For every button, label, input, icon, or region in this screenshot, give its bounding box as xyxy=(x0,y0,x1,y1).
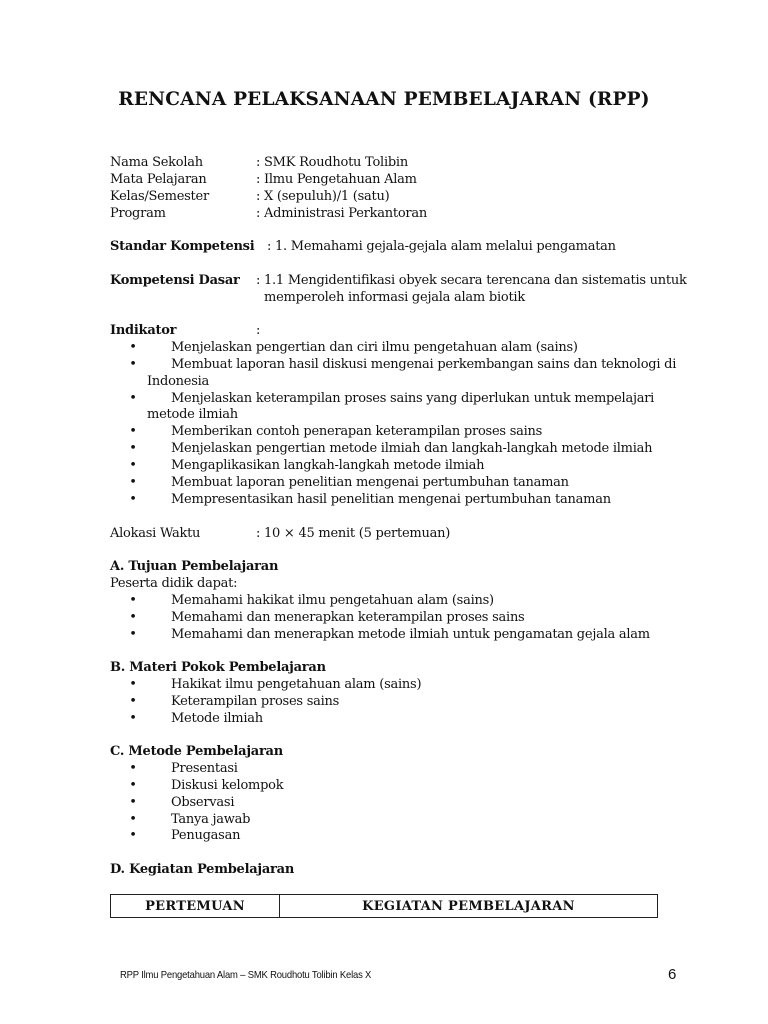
kegiatan-table xyxy=(110,894,658,918)
metode-item-5: Penugasan xyxy=(171,828,241,843)
value-kompetensi-dasar-cont: memperoleh informasi gejala alam biotik xyxy=(264,290,525,305)
heading-tujuan: A. Tujuan Pembelajaran xyxy=(110,559,279,574)
metode-item-4: Tanya jawab xyxy=(171,812,251,827)
bullet: • xyxy=(129,492,137,507)
bullet: • xyxy=(129,357,137,372)
metode-item-2: Diskusi kelompok xyxy=(171,778,284,793)
materi-item-3: Metode ilmiah xyxy=(171,711,263,726)
bullet: • xyxy=(129,593,137,608)
bullet: • xyxy=(129,812,137,827)
page-number: 6 xyxy=(668,966,677,983)
table-header-row xyxy=(111,895,658,918)
tujuan-intro: Peserta didik dapat: xyxy=(110,576,238,591)
indikator-item-8: Mempresentasikan hasil penelitian mengenai pertumbuhan tanaman xyxy=(171,492,611,507)
bullet: • xyxy=(129,424,137,439)
bullet: • xyxy=(129,610,137,625)
bullet: • xyxy=(129,761,137,776)
indikator-item-3: Menjelaskan keterampilan proses sains yang diperlukan untuk mempelajari xyxy=(171,391,655,406)
label-nama-sekolah: Nama Sekolah xyxy=(110,155,203,170)
table-header-kegiatan: KEGIATAN PEMBELAJARAN xyxy=(280,895,658,918)
bullet: • xyxy=(129,778,137,793)
indikator-colon: : xyxy=(256,323,261,338)
bullet: • xyxy=(129,677,137,692)
page-footer: RPP Ilmu Pengetahuan Alam – SMK Roudhotu Tolibin Kelas X xyxy=(120,969,372,981)
indikator-item-2: Membuat laporan hasil diskusi mengenai perkembangan sains dan teknologi di xyxy=(171,357,677,372)
bullet: • xyxy=(129,458,137,473)
label-program: Program xyxy=(110,206,166,221)
indikator-item-7: Membuat laporan penelitian mengenai pertumbuhan tanaman xyxy=(171,475,569,490)
indikator-item-4: Memberikan contoh penerapan keterampilan proses sains xyxy=(171,424,543,439)
bullet: • xyxy=(129,627,137,642)
value-alokasi-waktu: : 10 × 45 menit (5 pertemuan) xyxy=(256,526,451,541)
value-nama-sekolah: : SMK Roudhotu Tolibin xyxy=(256,155,408,170)
indikator-item-6: Mengaplikasikan langkah-langkah metode ilmiah xyxy=(171,458,485,473)
value-standar-kompetensi: : 1. Memahami gejala-gejala alam melalui pengamatan xyxy=(267,239,616,254)
materi-item-1: Hakikat ilmu pengetahuan alam (sains) xyxy=(171,677,422,692)
table-header-pertemuan: PERTEMUAN xyxy=(111,895,280,918)
value-program: : Administrasi Perkantoran xyxy=(256,206,428,221)
bullet: • xyxy=(129,475,137,490)
materi-item-2: Keterampilan proses sains xyxy=(171,694,340,709)
document-title: RENCANA PELAKSANAAN PEMBELAJARAN (RPP) xyxy=(118,89,650,110)
bullet: • xyxy=(129,694,137,709)
bullet: • xyxy=(129,391,137,406)
label-mata-pelajaran: Mata Pelajaran xyxy=(110,172,207,187)
metode-item-3: Observasi xyxy=(171,795,235,810)
bullet: • xyxy=(129,828,137,843)
tujuan-item-3: Memahami dan menerapkan metode ilmiah untuk pengamatan gejala alam xyxy=(171,627,650,642)
label-alokasi-waktu: Alokasi Waktu xyxy=(110,526,201,541)
value-kompetensi-dasar: : 1.1 Mengidentifikasi obyek secara terencana dan sistematis untuk xyxy=(256,273,687,288)
bullet: • xyxy=(129,711,137,726)
bullet: • xyxy=(129,441,137,456)
indikator-item-3-cont: metode ilmiah xyxy=(147,407,238,422)
label-indikator: Indikator xyxy=(110,323,177,338)
label-standar-kompetensi: Standar Kompetensi xyxy=(110,239,255,254)
bullet: • xyxy=(129,795,137,810)
indikator-item-5: Menjelaskan pengertian metode ilmiah dan langkah-langkah metode ilmiah xyxy=(171,441,653,456)
label-kelas-semester: Kelas/Semester xyxy=(110,189,209,204)
indikator-item-1: Menjelaskan pengertian dan ciri ilmu pengetahuan alam (sains) xyxy=(171,340,578,355)
heading-metode: C. Metode Pembelajaran xyxy=(110,744,283,759)
heading-materi: B. Materi Pokok Pembelajaran xyxy=(110,660,326,675)
tujuan-item-2: Memahami dan menerapkan keterampilan proses sains xyxy=(171,610,525,625)
metode-item-1: Presentasi xyxy=(171,761,238,776)
bullet: • xyxy=(129,340,137,355)
label-kompetensi-dasar: Kompetensi Dasar xyxy=(110,273,240,288)
tujuan-item-1: Memahami hakikat ilmu pengetahuan alam (sains) xyxy=(171,593,494,608)
value-kelas-semester: : X (sepuluh)/1 (satu) xyxy=(256,189,390,204)
heading-kegiatan: D. Kegiatan Pembelajaran xyxy=(110,862,295,877)
indikator-item-2-cont: Indonesia xyxy=(147,374,210,389)
value-mata-pelajaran: : Ilmu Pengetahuan Alam xyxy=(256,172,417,187)
